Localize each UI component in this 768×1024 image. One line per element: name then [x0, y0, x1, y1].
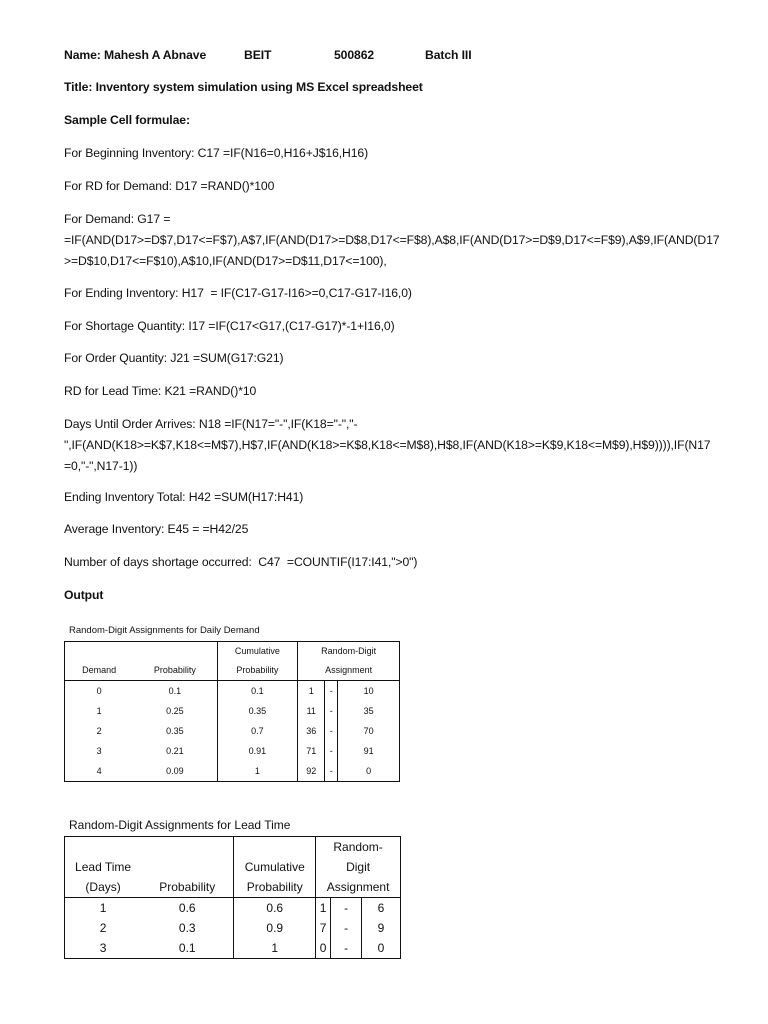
- demand-cell: 0: [65, 681, 134, 702]
- range-to-cell: 35: [338, 701, 400, 721]
- formula-average-inventory: Average Inventory: E45 = =H42/25: [64, 522, 249, 536]
- range-dash-cell: -: [325, 761, 338, 782]
- lead-header-lead-top: Lead Time: [65, 857, 142, 877]
- probability-cell: 0.1: [168, 685, 182, 696]
- probability-cell: 0.09: [133, 761, 217, 782]
- lead-header-assignment-3: Assignment: [316, 877, 401, 898]
- formula-days-until-order: Days Until Order Arrives: N18 =IF(N17="-",IF(K18="-","- ",IF(AND(K18>=K$7,K18<=M$7),H$7,IF(AND(K18>=K$8,K18<=M$8),H$8,IF(AND(K18>=K$9,K18<=M$9),H$9)))),IF(N17 =0,"-",N17-1)): [64, 417, 711, 473]
- cumulative-cell: 0.35: [217, 701, 298, 721]
- range-dash-cell: -: [325, 741, 338, 761]
- range-to-cell: 0: [362, 938, 401, 959]
- formulae-heading: Sample Cell formulae:: [64, 113, 190, 127]
- cumulative-cell: 1: [234, 938, 316, 959]
- lead-header-assignment-2: Digit: [316, 857, 401, 877]
- demand-header-assignment-bottom: Assignment: [298, 661, 400, 681]
- cumulative-cell: 0.1: [217, 681, 298, 702]
- formula-shortage-days: Number of days shortage occurred: C47 =COUNTIF(I17:I41,">0"): [64, 555, 418, 569]
- range-from-cell: 71: [298, 741, 325, 761]
- table-row: [65, 721, 400, 741]
- formula-rd-demand: For RD for Demand: D17 =RAND()*100: [64, 179, 275, 193]
- table-row: [65, 938, 401, 959]
- demand-cell: 1: [65, 701, 134, 721]
- demand-header-cumulative-top: Cumulative: [217, 642, 298, 662]
- cumulative-cell: 0.9: [234, 918, 316, 938]
- student-roll: 500862: [334, 48, 375, 62]
- student-name: Name: Mahesh A Abnave: [64, 48, 207, 62]
- formula-ending-inventory: For Ending Inventory: H17 = IF(C17-G17-I16>=0,C17-G17-I16,0): [64, 286, 412, 300]
- range-dash-cell: -: [331, 918, 362, 938]
- range-dash-cell: -: [331, 938, 362, 959]
- range-to-cell: 10: [338, 681, 400, 702]
- cumulative-cell: 0.7: [217, 721, 298, 741]
- lead-header-probability: Probability: [141, 877, 234, 898]
- formula-ending-inventory-total: Ending Inventory Total: H42 =SUM(H17:H41): [64, 490, 304, 504]
- range-from-cell: 1: [316, 898, 331, 919]
- formula-demand: For Demand: G17 = =IF(AND(D17>=D$7,D17<=F$7),A$7,IF(AND(D17>=D$8,D17<=F$8),A$8,IF(AND(D17>=D$9,D17<=F$9),A$9,IF(AND(D17 >=D$10,D17<=F$10),A$10,IF(AND(D17>=D$11,D17<=100),: [64, 212, 720, 268]
- cumulative-cell: 0.6: [234, 898, 316, 919]
- demand-cell: 4: [65, 761, 134, 782]
- table-row: [65, 681, 400, 702]
- table-row: [65, 701, 400, 721]
- demand-table: [64, 641, 400, 782]
- table-row: [65, 918, 401, 938]
- lead-header-assignment-1: Random-: [316, 837, 401, 858]
- range-dash-cell: -: [325, 721, 338, 741]
- lead-time-cell: 1: [65, 898, 142, 919]
- formula-rd-lead-time: RD for Lead Time: K21 =RAND()*10: [64, 384, 257, 398]
- demand-header-cumulative-bottom: Probability: [217, 661, 298, 681]
- lead-time-table: [64, 836, 401, 959]
- range-to-cell: 6: [362, 898, 401, 919]
- lead-table-caption: Random-Digit Assignments for Lead Time: [69, 818, 291, 832]
- document-title: Title: Inventory system simulation using MS Excel spreadsheet: [64, 80, 423, 94]
- probability-cell: 0.21: [166, 745, 184, 756]
- student-course: BEIT: [244, 48, 272, 62]
- table-row: [65, 741, 400, 761]
- lead-time-cell: 3: [65, 938, 142, 959]
- formula-beginning-inventory: For Beginning Inventory: C17 =IF(N16=0,H16+J$16,H16): [64, 146, 369, 160]
- range-to-cell: 91: [338, 741, 400, 761]
- probability-cell: 0.3: [141, 918, 234, 938]
- range-from-cell: 1: [298, 681, 325, 702]
- range-from-cell: 7: [316, 918, 331, 938]
- demand-header-probability: Probability: [133, 661, 217, 681]
- range-to-cell: 0: [338, 761, 400, 782]
- cumulative-cell: 1: [217, 761, 298, 782]
- cumulative-cell: 0.91: [217, 741, 298, 761]
- range-from-cell: 36: [298, 721, 325, 741]
- student-batch: Batch III: [425, 48, 472, 62]
- range-from-cell: 0: [316, 938, 331, 959]
- demand-table-caption: Random-Digit Assignments for Daily Demand: [69, 625, 260, 636]
- table-row: [65, 898, 401, 919]
- formula-shortage-quantity: For Shortage Quantity: I17 =IF(C17<G17,(C17-G17)*-1+I16,0): [64, 319, 395, 333]
- demand-header-demand: Demand: [65, 661, 134, 681]
- lead-header-cumulative-top: Cumulative: [234, 857, 316, 877]
- table-row: [65, 761, 400, 782]
- probability-cell: 0.6: [141, 898, 234, 919]
- range-dash-cell: -: [331, 898, 362, 919]
- demand-cell: 2: [65, 721, 134, 741]
- probability-cell: 0.35: [166, 725, 184, 736]
- range-to-cell: 9: [362, 918, 401, 938]
- demand-header-assignment-top: Random-Digit: [298, 642, 400, 662]
- range-from-cell: 92: [298, 761, 325, 782]
- probability-cell: 0.1: [141, 938, 234, 959]
- demand-cell: 3: [65, 741, 134, 761]
- output-heading: Output: [64, 588, 104, 602]
- lead-header-lead-bottom: (Days): [65, 877, 142, 898]
- range-to-cell: 70: [338, 721, 400, 741]
- range-dash-cell: -: [325, 701, 338, 721]
- formula-order-quantity: For Order Quantity: J21 =SUM(G17:G21): [64, 351, 284, 365]
- lead-time-cell: 2: [65, 918, 142, 938]
- range-dash-cell: -: [325, 681, 338, 702]
- range-from-cell: 11: [298, 701, 325, 721]
- lead-header-cumulative-bottom: Probability: [234, 877, 316, 898]
- probability-cell: 0.25: [166, 705, 184, 716]
